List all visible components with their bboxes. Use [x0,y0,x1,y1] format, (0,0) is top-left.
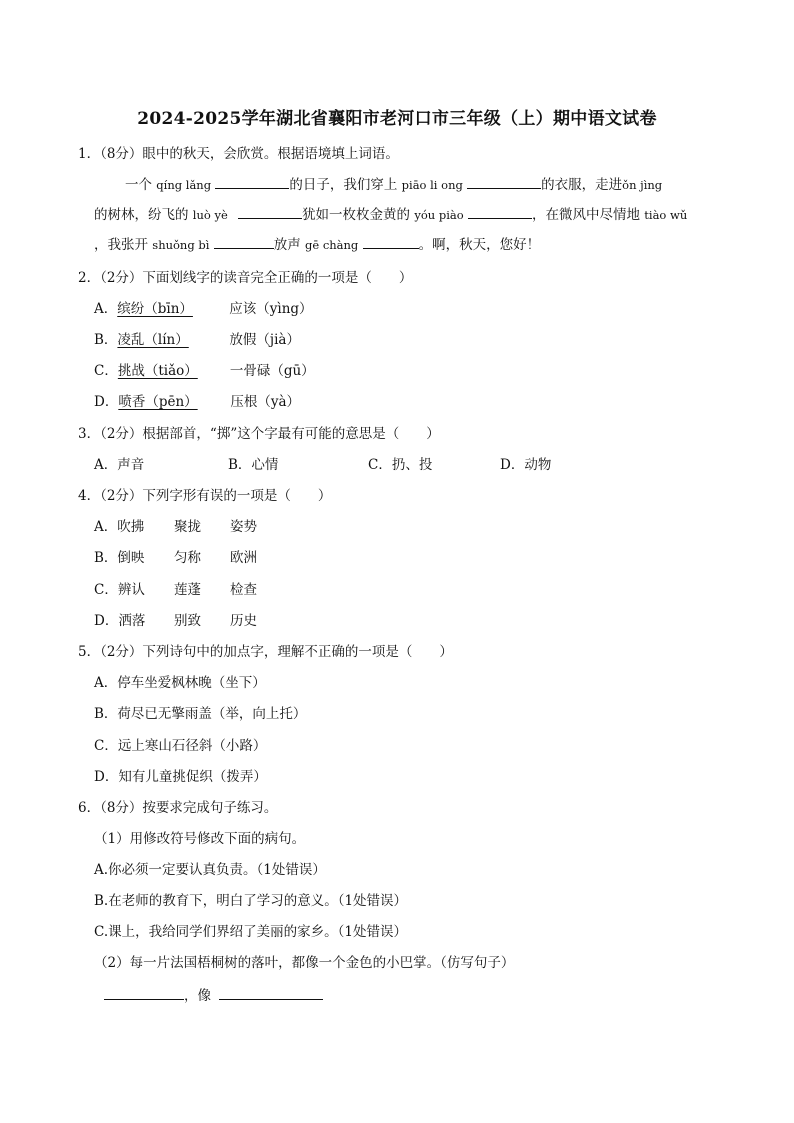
q4-option-c[interactable]: C．辨认 莲蓬 检查 [94,582,257,598]
q4-heading: 4．（2分）下列字形有误的一项是（ ） [78,488,332,504]
q6-fill-line: ，像 [104,985,323,1006]
q4-option-d[interactable]: D．洒落 别致 历史 [94,613,257,629]
answer-blank[interactable] [238,204,302,219]
q2-option-b[interactable]: B．凌乱（lín） 放假（jià） [94,332,300,348]
pinyin-gechang: gē chàng [305,238,359,252]
q2-option-d[interactable]: D．喷香（pēn） 压根（yà） [94,394,301,410]
pinyin-luoye: luò yè [192,208,228,222]
q4-option-b[interactable]: B．倒映 匀称 欧洲 [94,550,257,566]
pinyin-youpiao: yóu piào [414,208,464,222]
q5-option-c[interactable]: C．远上寒山石径斜（小路） [94,738,267,754]
answer-blank[interactable] [215,174,289,189]
pinyin-anjing: ǒn jìng [622,178,663,192]
q6-sub-1: （1）用修改符号修改下面的病句。 [94,831,306,847]
q3-option-a[interactable]: A．声音 [94,457,145,473]
q3-option-c[interactable]: C．扔、投 [368,457,433,473]
q1-heading: 1．（8分）眼中的秋天，会欣赏。根据语境填上词语。 [78,146,399,162]
q5-option-d[interactable]: D．知有儿童挑促织（拨弄） [94,769,267,785]
pinyin-piaoliang: piāo li ong [401,178,463,192]
q6-sentence-c: C.课上，我给同学们界绍了美丽的家乡。（1处错误） [94,924,407,940]
answer-blank[interactable] [468,204,532,219]
pinyin-shuangbi: shuǒng bì [152,238,210,252]
q4-option-a[interactable]: A．吹拂 聚拢 姿势 [94,519,257,535]
q1-line-1: 一个 qíng lǎng 的日子，我们穿上 piāo li ong 的衣服，走进ǒn jìng [125,174,662,195]
answer-blank[interactable] [467,174,541,189]
q6-sentence-a: A.你必须一定要认真负责。（1处错误） [94,862,326,878]
q3-options [94,455,551,475]
q6-heading: 6．（8分）按要求完成句子练习。 [78,800,278,816]
q1-line-3: ，我张开 shuǒng bì 放声 gē chàng 。啊，秋天，您好！ [94,234,540,255]
answer-blank[interactable] [363,234,419,249]
answer-blank[interactable] [219,985,323,1000]
q3-heading: 3．（2分）根据部首，“掷”这个字最有可能的意思是（ ） [78,426,440,442]
q6-sub-2: （2）每一片法国梧桐树的落叶，都像一个金色的小巴掌。（仿写句子） [94,955,515,971]
q2-heading: 2．（2分）下面划线字的读音完全正确的一项是（ ） [78,270,413,286]
answer-blank[interactable] [214,234,274,249]
q2-option-a[interactable]: A．缤纷（bīn） 应该（yìng） [94,301,313,317]
q3-option-d[interactable]: D．动物 [500,457,552,473]
exam-title: 2024-2025学年湖北省襄阳市老河口市三年级（上）期中语文试卷 [137,109,657,129]
q2-option-c[interactable]: C．挑战（tiǎo） 一骨碌（gū） [94,363,315,379]
answer-blank[interactable] [104,985,184,1000]
q5-heading: 5．（2分）下列诗句中的加点字，理解不正确的一项是（ ） [78,644,453,660]
pinyin-qinglang: qíng lǎng [156,178,212,192]
q6-sentence-b: B.在老师的教育下，明白了学习的意义。（1处错误） [94,893,408,909]
q3-option-b[interactable]: B．心情 [228,457,279,473]
pinyin-tiaowu: tiào wǔ [644,208,688,222]
q5-option-b[interactable]: B．荷尽已无擎雨盖（举，向上托） [94,706,307,722]
q5-option-a[interactable]: A．停车坐爱枫林晚（坐下） [94,675,266,691]
q1-line-2: 的树林，纷飞的 luò yè 犹如一枚枚金黄的 yóu piào ，在微风中尽情地 tiào wǔ [94,204,687,225]
